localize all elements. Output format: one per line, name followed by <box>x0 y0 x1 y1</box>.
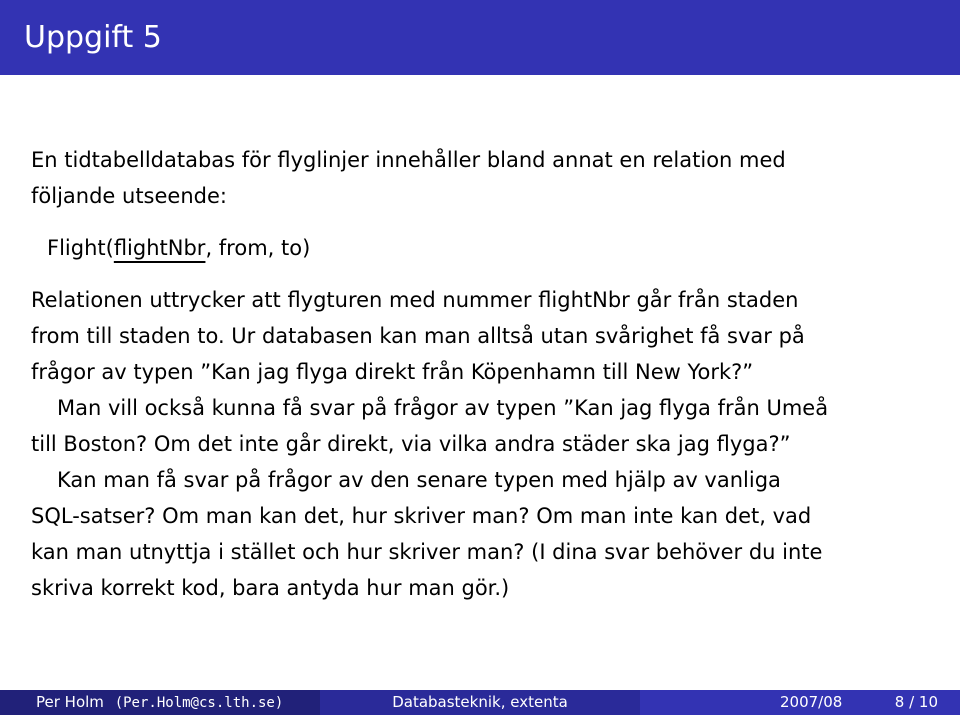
title-bar <box>0 0 960 75</box>
text-line: kan man utnyttja i stället och hur skriver man? (I dina svar behöver du inte <box>31 540 823 564</box>
text-line: skriva korrekt kod, bara antyda hur man gör.) <box>31 576 510 600</box>
text-line: till Boston? Om det inte går direkt, via vilka andra städer ska jag flyga?” <box>31 432 791 456</box>
footer-email: (Per.Holm@cs.lth.se) <box>114 695 284 711</box>
text-line: En tidtabelldatabas för flyglinjer innehåller bland annat en relation med <box>31 148 786 172</box>
footer-author-section <box>0 690 320 715</box>
footer-course: Databasteknik, extenta <box>392 693 568 711</box>
text-line: SQL-satser? Om man kan det, hur skriver man? Om man inte kan det, vad <box>31 504 812 528</box>
text-line: Man vill också kunna få svar på frågor av typen ”Kan jag flyga från Umeå <box>57 396 829 420</box>
relation-prefix: Flight( <box>47 236 114 260</box>
footer-info-section <box>640 690 960 715</box>
text-line: följande utseende: <box>31 184 227 208</box>
relation-schema <box>31 230 936 266</box>
slide-title: Uppgift 5 <box>24 20 162 55</box>
footer-course-section <box>320 690 640 715</box>
primary-key: flightNbr <box>113 236 206 260</box>
text-line: from till staden to. Ur databasen kan man alltså utan svårighet få svar på <box>31 324 805 348</box>
text-line: frågor av typen ”Kan jag flyga direkt från Köpenhamn till New York?” <box>31 360 754 384</box>
relation-suffix: , from, to) <box>205 236 311 260</box>
footer-author: Per Holm <box>36 693 104 711</box>
text-line: Relationen uttrycker att flygturen med nummer flightNbr går från staden <box>31 288 799 312</box>
footer-date: 2007/08 <box>780 693 843 711</box>
slide-body <box>31 142 936 606</box>
footer-page-number: 8 / 10 <box>894 693 938 711</box>
text-line: Kan man få svar på frågor av den senare typen med hjälp av vanliga <box>57 468 781 492</box>
footer-bar <box>0 690 960 715</box>
